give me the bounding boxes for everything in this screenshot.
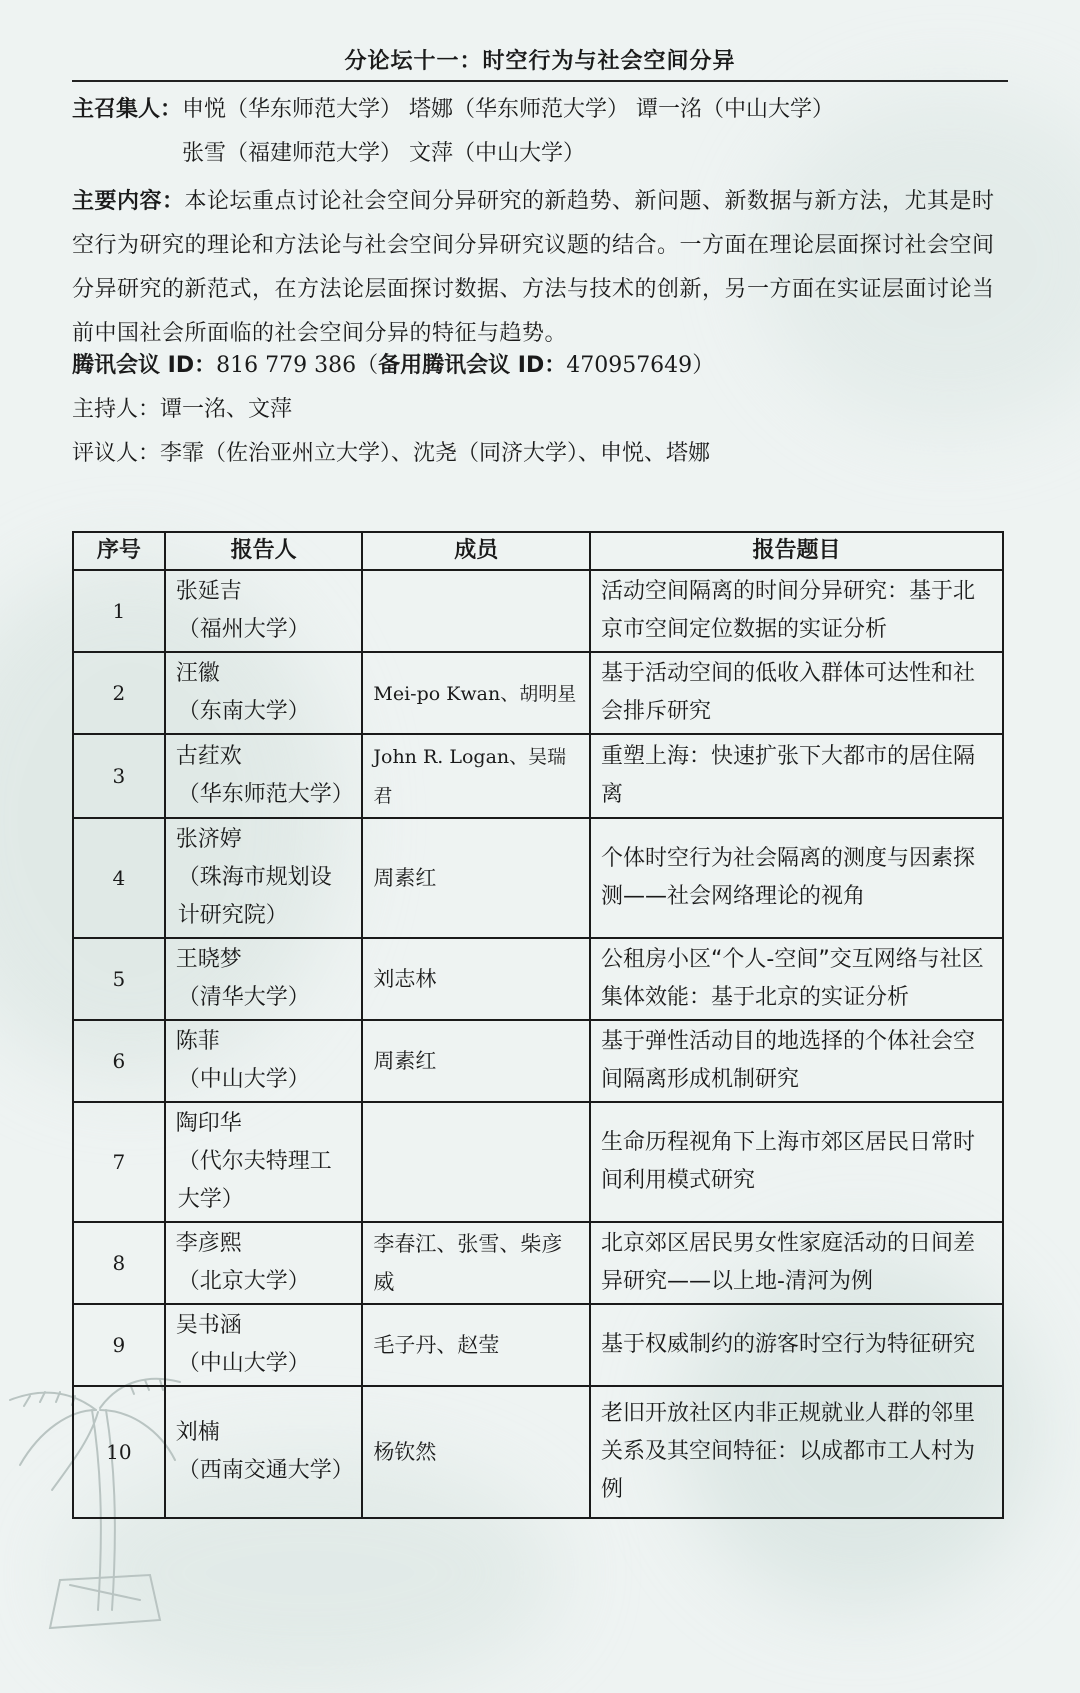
member-names: John R. Logan、吴瑞君 [373,746,567,807]
page-title: 分论坛十一：时空行为与社会空间分异 [344,49,736,74]
row-index: 5 [73,938,165,1020]
meeting-label: 腾讯会议 ID： [72,353,217,378]
header-members: 成员 [362,532,590,570]
row-index: 3 [73,734,165,818]
table-row [73,1222,1003,1304]
title-divider [72,80,1008,82]
row-index: 2 [73,652,165,734]
reporter-name: 王晓梦 [175,947,242,972]
row-members [362,570,590,652]
row-members [362,734,590,818]
row-topic: 基于活动空间的低收入群体可达性和社会排斥研究 [590,652,1003,734]
reporter-name: 张延吉 [175,579,242,604]
row-topic: 北京郊区居民男女性家庭活动的日间差异研究——以上地-清河为例 [590,1222,1003,1304]
row-reporter [165,1102,363,1222]
row-members: 毛子丹、赵莹 [362,1304,590,1386]
meeting-id-line [72,344,714,388]
reporter-name: 刘楠 [175,1420,220,1445]
row-topic: 公租房小区“个人-空间”交互网络与社区集体效能：基于北京的实证分析 [590,938,1003,1020]
row-index: 7 [73,1102,165,1222]
discussants-line: 评议人：李霏（佐治亚州立大学）、沈尧（同济大学）、申悦、塔娜 [72,441,711,466]
reporter-affiliation: （西南交通大学） [177,1458,354,1483]
meeting-alt-close: ） [692,353,715,378]
member-names: Mei-po Kwan、胡明星 [373,682,577,705]
reporter-affiliation: （东南大学） [177,699,310,724]
content-text: 本论坛重点讨论社会空间分异研究的新趋势、新问题、新数据与新方法，尤其是时空行为研究的理论和方法论与社会空间分异研究议题的结合。一方面在理论层面探讨社会空间分异研究的新范式，在方法论层面探讨数据、方法与技术的创新，另一方面在实证层面讨论当前中国社会所面临的社会空间分异的特征与趋势。 [72,189,995,346]
row-index: 8 [73,1222,165,1304]
conveners-line-2 [182,132,585,176]
row-reporter [165,734,363,818]
row-reporter [165,1020,363,1102]
reporter-name: 吴书涵 [175,1313,242,1338]
table-row [73,1102,1003,1222]
table-header-row [73,532,1003,570]
header-topic: 报告题目 [590,532,1003,570]
row-index: 6 [73,1020,165,1102]
conveners-line-1 [72,88,834,132]
reporter-affiliation: （中山大学） [177,1351,310,1376]
meeting-alt-id: 470957649 [566,353,693,378]
row-topic: 基于弹性活动目的地选择的个体社会空间隔离形成机制研究 [590,1020,1003,1102]
table-row [73,1020,1003,1102]
reporter-name: 汪徽 [175,661,220,686]
row-topic: 活动空间隔离的时间分异研究：基于北京市空间定位数据的实证分析 [590,570,1003,652]
row-reporter [165,570,363,652]
reporter-affiliation: （福州大学） [177,617,310,642]
reporter-name: 张济婷 [175,827,242,852]
row-topic: 重塑上海：快速扩张下大都市的居住隔离 [590,734,1003,818]
reporter-affiliation: （代尔夫特理工大学） [177,1149,332,1212]
row-members [362,652,590,734]
table-row [73,734,1003,818]
row-members: 李春江、张雪、柴彦威 [362,1222,590,1304]
table-row [73,570,1003,652]
table-row [73,938,1003,1020]
row-reporter [165,1304,363,1386]
row-reporter [165,938,363,1020]
conveners-names-2: 张雪（福建师范大学） 文萍（中山大学） [182,141,585,166]
host-line: 主持人：谭一洺、文萍 [72,397,293,422]
content-label: 主要内容： [72,189,185,214]
conveners-names-1: 申悦（华东师范大学） 塔娜（华东师范大学） 谭一洺（中山大学） [182,97,835,122]
table-row [73,1386,1003,1518]
row-reporter [165,818,363,938]
row-index: 4 [73,818,165,938]
reporter-name: 陈菲 [175,1029,220,1054]
meeting-alt-open: （ [356,353,379,378]
row-topic: 个体时空行为社会隔离的测度与因素探测——社会网络理论的视角 [590,818,1003,938]
row-members: 周素红 [362,1020,590,1102]
row-members: 杨钦然 [362,1386,590,1518]
reporter-name: 古荭欢 [175,744,242,769]
table-row [73,1304,1003,1386]
meeting-alt-label: 备用腾讯会议 ID： [378,353,567,378]
reporter-affiliation: （中山大学） [177,1067,310,1092]
meeting-id: 816 779 386 [216,353,357,378]
row-members [362,1102,590,1222]
reporter-affiliation: （清华大学） [177,985,310,1010]
conveners-label: 主召集人： [72,97,183,122]
row-reporter [165,1386,363,1518]
reporter-affiliation: （北京大学） [177,1269,310,1294]
reporter-affiliation: （华东师范大学） [177,782,354,807]
row-index: 10 [73,1386,165,1518]
row-topic: 基于权威制约的游客时空行为特征研究 [590,1304,1003,1386]
header-reporter: 报告人 [165,532,363,570]
row-topic: 老旧开放社区内非正规就业人群的邻里关系及其空间特征：以成都市工人村为例 [590,1386,1003,1518]
row-reporter [165,652,363,734]
row-reporter [165,1222,363,1304]
table-row [73,818,1003,938]
row-index: 1 [73,570,165,652]
main-content [72,180,1008,356]
reporter-name: 李彦熙 [175,1231,242,1256]
row-index: 9 [73,1304,165,1386]
table-row [73,652,1003,734]
row-members: 刘志林 [362,938,590,1020]
row-members: 周素红 [362,818,590,938]
row-topic: 生命历程视角下上海市郊区居民日常时间利用模式研究 [590,1102,1003,1222]
reporter-name: 陶印华 [175,1111,242,1136]
header-index: 序号 [73,532,165,570]
report-table [72,531,1004,1519]
reporter-affiliation: （珠海市规划设计研究院） [177,865,332,928]
